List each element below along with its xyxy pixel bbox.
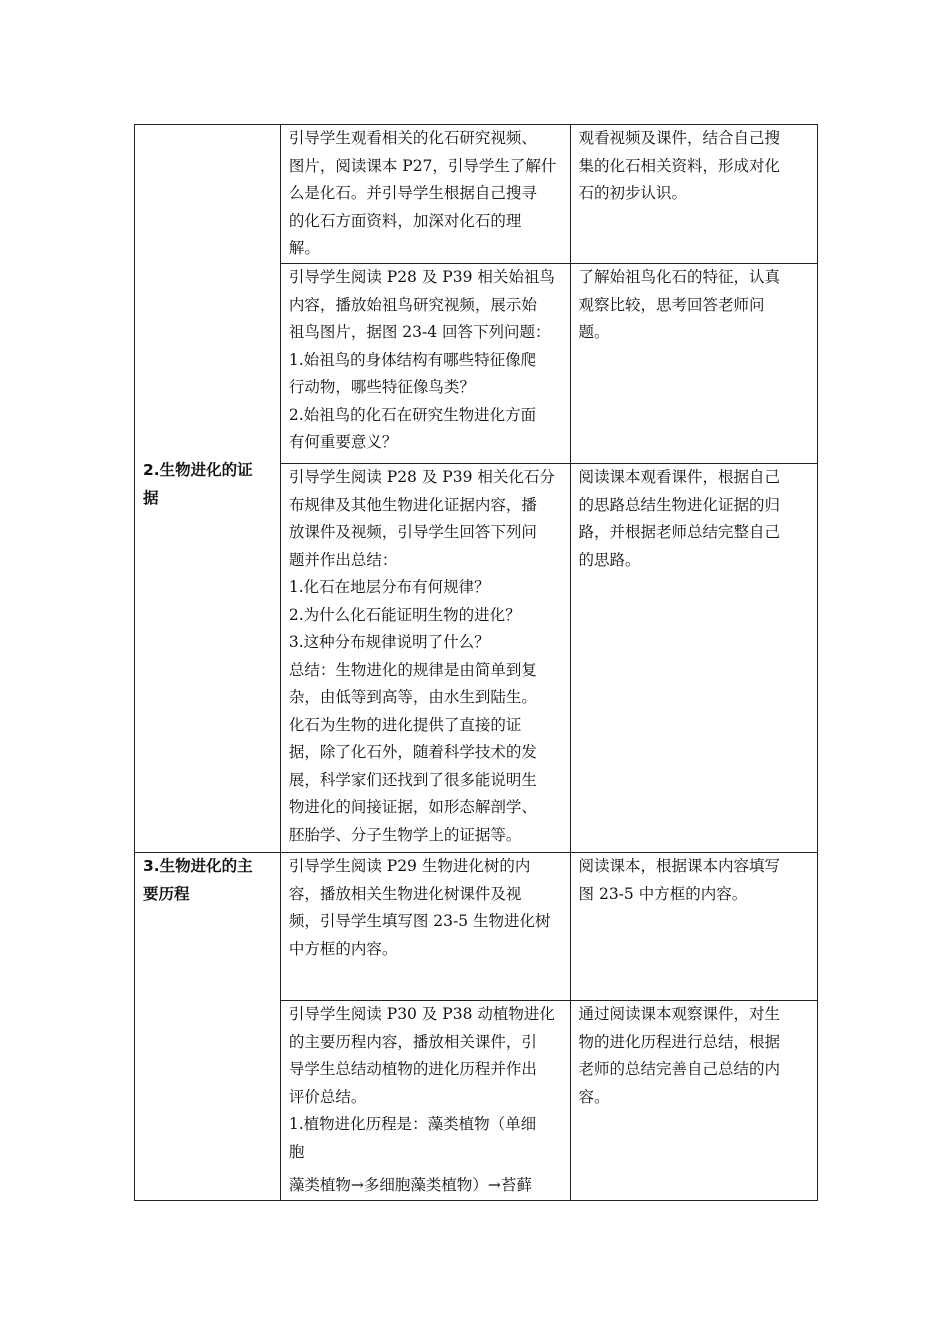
- student-activity-cell: [570, 125, 817, 264]
- text-line: 图 23-5 中方框的内容。: [578, 884, 748, 903]
- text-line: 通过阅读课本观察课件，对生: [578, 1005, 781, 1023]
- text-line: 阅读课本，根据课本内容填写: [578, 857, 781, 875]
- text-line: 胞: [288, 1142, 305, 1161]
- text-line: 石的初步认识。: [578, 184, 688, 202]
- student-activity-cell: [570, 1001, 817, 1201]
- text-line: 引导学生阅读 P28 及 P39 相关化石分: [288, 468, 555, 486]
- text-line: 中方框的内容。: [288, 939, 398, 958]
- text-line: 胚胎学、分子生物学上的证据等。: [288, 825, 522, 844]
- text-line: 了解始祖鸟化石的特征，认真: [578, 268, 781, 286]
- text-line: 图片，阅读课本 P27，引导学生了解什: [288, 156, 557, 175]
- text-line: 藻类植物→多细胞藻类植物）→苔藓: [288, 1176, 532, 1194]
- section-title-line: 据: [143, 488, 159, 507]
- section-title-line: 2.生物进化的证: [143, 461, 253, 479]
- text-line: 引导学生观看相关的化石研究视频、: [288, 129, 537, 147]
- student-activity-cell: [570, 853, 817, 1001]
- text-line: 1.植物进化历程是：藻类植物（单细: [288, 1115, 537, 1133]
- text-line: 展，科学家们还找到了很多能说明生: [288, 770, 537, 789]
- text-line: 行动物，哪些特征像鸟类？: [288, 378, 475, 396]
- text-line: 题。: [578, 323, 610, 341]
- text-line: 观察比较，思考回答老师问: [578, 295, 765, 314]
- text-line: 的化石方面资料，加深对化石的理: [288, 211, 522, 230]
- student-activity-cell: [570, 464, 817, 853]
- text-line: 总结：生物进化的规律是由简单到复: [288, 660, 537, 679]
- text-line: 路，并根据老师总结完整自己: [578, 523, 781, 541]
- text-line: 引导学生阅读 P30 及 P38 动植物进化: [288, 1005, 555, 1023]
- student-activity-cell: [570, 264, 817, 464]
- text-line: 化石为生物的进化提供了直接的证: [288, 715, 522, 734]
- table-row: [135, 853, 818, 1001]
- text-line: 布规律及其他生物进化证据内容，播: [288, 495, 537, 514]
- teacher-activity-cell: [280, 1001, 570, 1201]
- text-line: 祖鸟图片，据图 23-4 回答下列问题：: [288, 323, 551, 341]
- text-line: 的思路总结生物进化证据的归: [578, 495, 781, 514]
- text-line: 物的进化历程进行总结，根据: [578, 1032, 781, 1051]
- section-title-line: 3.生物进化的主: [143, 857, 253, 875]
- teacher-activity-cell: [280, 125, 570, 264]
- teacher-activity-cell: [280, 853, 570, 1001]
- text-line: 物进化的间接证据，如形态解剖学、: [288, 798, 537, 816]
- section-cell-history: [135, 853, 281, 1201]
- teacher-activity-cell: [280, 264, 570, 464]
- section-cell-evidence: [135, 125, 281, 853]
- text-line: 容，播放相关生物进化树课件及视: [288, 884, 522, 903]
- text-line: 的主要历程内容，播放相关课件，引: [288, 1032, 537, 1051]
- table-row: [135, 125, 818, 264]
- text-line: 杂，由低等到高等，由水生到陆生。: [288, 688, 537, 706]
- text-line: 的思路。: [578, 550, 641, 569]
- text-line: 1.化石在地层分布有何规律？: [288, 578, 490, 596]
- text-line: 内容，播放始祖鸟研究视频，展示始: [288, 295, 537, 314]
- text-line: 2.为什么化石能证明生物的进化？: [288, 605, 521, 624]
- text-line: 么是化石。并引导学生根据自己搜寻: [288, 184, 537, 202]
- text-line: 解。: [288, 239, 320, 257]
- text-line: 引导学生阅读 P28 及 P39 相关始祖鸟: [288, 268, 555, 286]
- text-line: 频，引导学生填写图 23-5 生物进化树: [288, 912, 551, 930]
- text-line: 3.这种分布规律说明了什么？: [288, 633, 490, 651]
- text-line: 观看视频及课件，结合自己搜: [578, 129, 781, 147]
- text-line: 阅读课本观看课件，根据自己: [578, 468, 781, 486]
- text-line: 题并作出总结：: [288, 550, 398, 569]
- text-line: 据，除了化石外，随着科学技术的发: [288, 743, 537, 761]
- section-title-line: 要历程: [143, 884, 190, 903]
- text-line: 评价总结。: [288, 1087, 367, 1106]
- text-line: 1.始祖鸟的身体结构有哪些特征像爬: [288, 350, 537, 369]
- text-line: 容。: [578, 1087, 610, 1106]
- text-line: 导学生总结动植物的进化历程并作出: [288, 1060, 537, 1078]
- teacher-activity-cell: [280, 464, 570, 853]
- text-line: 引导学生阅读 P29 生物进化树的内: [288, 857, 531, 875]
- text-line: 放课件及视频，引导学生回答下列问: [288, 523, 537, 541]
- text-line: 集的化石相关资料，形成对化: [578, 156, 781, 175]
- text-line: 2.始祖鸟的化石在研究生物进化方面: [288, 405, 537, 424]
- text-line: 老师的总结完善自己总结的内: [578, 1060, 781, 1078]
- text-line: 有何重要意义？: [288, 433, 398, 451]
- lesson-plan-table: [134, 124, 818, 1201]
